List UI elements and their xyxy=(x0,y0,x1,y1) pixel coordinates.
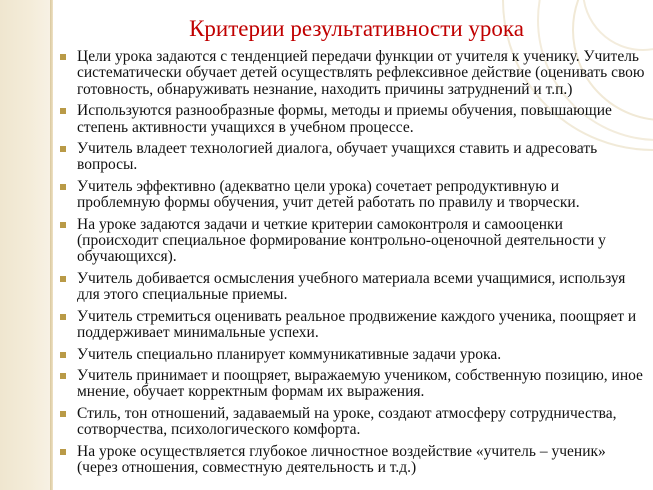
list-item xyxy=(60,347,645,363)
list-item xyxy=(60,368,645,401)
list-item xyxy=(60,271,645,304)
decorative-left-band xyxy=(0,0,50,490)
list-item-text: Учитель стремиться оценивать реальное продвижение каждого ученика, поощряет и поддерживает минимальные успехи. xyxy=(77,307,637,342)
list-item-text: Учитель владеет технологией диалога, обучает учащихся ставить и адресовать вопросы. xyxy=(77,140,598,174)
bullet-square-icon xyxy=(60,222,66,228)
list-item-text: Стиль, тон отношений, задаваемый на уроке, создают атмосферу сотрудничества, сотворчества, психологического комфорта. xyxy=(77,404,617,439)
bullet-square-icon xyxy=(60,449,66,455)
bullet-square-icon xyxy=(60,276,66,282)
list-item-text: На уроке осуществляется глубокое личностное воздействие «учитель – ученик» (через отношения, совместную деятельность и т.д.) xyxy=(77,442,606,476)
list-item-text: Используются разнообразные формы, методы и приемы обучения, повышающие степень активности учащихся в учебном процессе. xyxy=(77,102,612,136)
bullet-square-icon xyxy=(60,184,66,190)
list-item xyxy=(60,103,645,136)
bullet-square-icon xyxy=(60,411,66,417)
list-item xyxy=(60,217,645,266)
bullet-square-icon xyxy=(60,146,66,152)
bullet-square-icon xyxy=(60,54,66,60)
slide-title: Критерии результативности урока xyxy=(189,16,524,41)
list-item-text: Учитель специально планирует коммуникативные задачи урока. xyxy=(77,345,502,363)
list-item xyxy=(60,49,645,98)
decorative-band-edge xyxy=(50,0,53,490)
list-item-text: Цели урока задаются с тенденцией передачи функции от учителя к ученику. Учитель систематически обучает детей осуществлять рефлексивное действие (оценивать свою готовность, обнаруживать незнание, находить причины затруднений и т.п.) xyxy=(77,48,645,98)
list-item-text: Учитель добивается осмысления учебного материала всеми учащимися, используя для этого специальные приемы. xyxy=(77,269,626,304)
list-item xyxy=(60,141,645,174)
list-item xyxy=(60,444,645,477)
bullet-square-icon xyxy=(60,108,66,114)
bullet-square-icon xyxy=(60,352,66,358)
list-item xyxy=(60,406,645,439)
criteria-list xyxy=(60,49,645,481)
bullet-square-icon xyxy=(60,314,66,320)
list-item-text: Учитель эффективно (адекватно цели урока) сочетает репродуктивную и проблемную формы обучения, учит детей работать по правилу и творчески. xyxy=(77,177,580,212)
list-item-text: На уроке задаются задачи и четкие критерии самоконтроля и самооценки (происходит специальное формирование контрольно-оценочной деятельности у обучающихся). xyxy=(77,215,606,266)
bullet-square-icon xyxy=(60,373,66,379)
list-item xyxy=(60,179,645,212)
list-item-text: Учитель принимает и поощряет, выражаемую учеником, собственную позицию, иное мнение, обучает корректным формам их выражения. xyxy=(77,366,643,401)
list-item xyxy=(60,309,645,342)
